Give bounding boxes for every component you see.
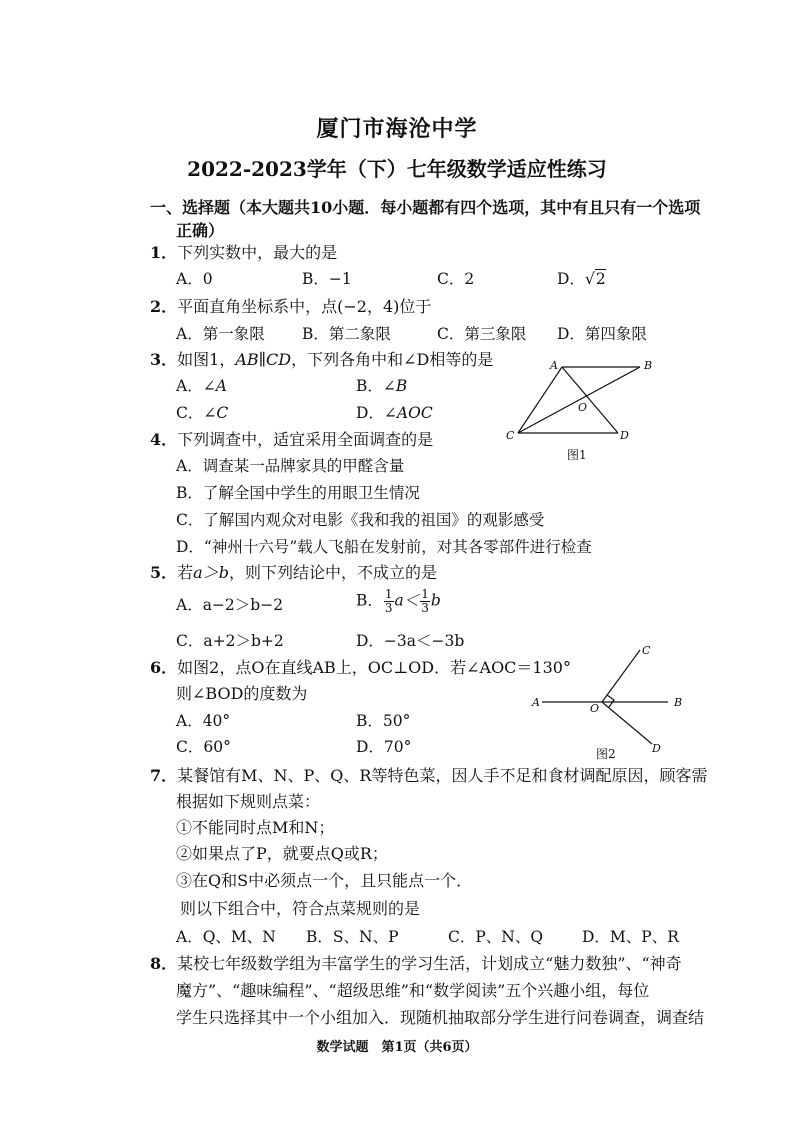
question-5: 5．若a＞b，则下列结论中，不成立的是 [150,563,437,582]
q5-option-b: B． $\frac{1}{3}$ a＜ $\frac{1}{3}$ b [356,587,441,615]
q5-option-c: C．a+2＞b+2 [176,632,284,650]
q7-option-a: A．Q、M、N [176,928,276,946]
question-stem: 如图2，点O在直线AB上，OC⊥OD．若∠AOC＝130° [177,658,571,677]
question-stem: 某餐馆有M、N、P、Q、R等特色菜，因人手不足和食材调配原因，顾客需 [177,766,708,785]
q4-option-c: C．了解国内观众对电影《我和我的祖国》的观影感受 [176,511,545,529]
q8-line: 学生只选择其中一个小组加入．现随机抽取部分学生进行问卷调查，调查结 [176,1008,705,1027]
label-a: A [532,696,540,709]
label-o: O [590,702,600,715]
q4-option-d: D．“神州十六号”载人飞船在发射前，对其各零部件进行检查 [176,538,592,556]
question-number: 7． [150,766,178,785]
q2-option-a: A．第一象限 [176,325,265,343]
question-8 [150,955,682,973]
label-o: O [578,401,588,414]
ray-od [602,702,652,744]
fraction-one-third: $\frac{1}{3}$ [384,587,393,615]
q1-option-b: B．−1 [302,270,352,288]
q6-option-c: C．60° [176,738,231,756]
q1-option-c: C．2 [437,270,475,288]
question-7 [150,767,707,785]
question-number: 1． [150,243,178,262]
stem-math: a＞b [193,563,229,582]
q2-option-b: B．第二象限 [302,325,391,343]
q6-option-d: D．70° [356,738,412,756]
question-number: 8． [150,954,178,973]
q8-line: 魔方”、“趣味编程”、“超级思维”和“数学阅读”五个兴趣小组，每位 [176,981,650,1000]
question-1 [150,244,337,262]
section-title-cont: 正确） [176,221,225,240]
figure-1 [500,355,665,465]
q7-option-d: D．M、P、R [582,928,679,946]
q3-option-a: A．∠A [176,377,227,395]
label-b: B [674,696,683,709]
q7-rule-1: ①不能同时点M和N； [176,818,335,837]
label-c: C [506,429,515,442]
q7-option-c: C．P、N、Q [448,928,544,946]
q7-option-b: B．S、N、P [306,928,399,946]
figure-2 [528,640,698,765]
label-c: C [642,644,651,657]
q5-option-d: D．−3a＜−3b [356,632,465,650]
q6-option-b: B．50° [356,712,411,730]
question-4 [150,431,433,449]
page-footer: 数学试题 第1页（共6页） [316,1040,478,1055]
label-b: B [644,359,653,372]
q7-rule-3: ③在Q和S中必须点一个，且只能点一个． [176,871,473,890]
figure-caption: 图1 [567,448,587,462]
q7-line: 则以下组合中，符合点菜规则的是 [180,899,421,918]
question-number: 2． [150,297,178,316]
question-6 [150,659,571,677]
q1-option-d [557,270,606,288]
exam-title: 2022-2023学年（下）七年级数学适应性练习 [187,157,607,181]
question-3 [150,351,493,369]
segment-cb [518,367,640,433]
label-d: D [652,742,661,755]
q1-option-a: A．0 [176,270,213,288]
q2-option-c: C．第三象限 [437,325,527,343]
segment-ac [518,367,562,433]
question-number: 3． [150,350,178,369]
ray-oc [602,650,640,702]
stem-part: ，下列各角中和∠D相等的是 [291,350,494,369]
q7-line: 根据如下规则点菜： [176,792,321,811]
stem-math: AB∥CD [235,350,292,369]
fraction-one-third: $\frac{1}{3}$ [421,587,429,615]
question-number: 6． [150,658,178,677]
stem-part: 如图1， [177,350,236,369]
q6-option-a: A．40° [176,712,231,730]
label-d: D [620,429,629,442]
question-2 [150,298,431,316]
question-stem: 下列调查中，适宜采用全面调查的是 [177,430,434,449]
school-name: 厦门市海沧中学 [316,116,478,142]
q2-option-d: D．第四象限 [557,325,647,343]
q3-option-d: D．∠AOC [356,404,433,422]
question-stem: 某校七年级数学组为丰富学生的学习生活，计划成立“魅力数独”、“神奇 [177,954,682,973]
question-6-cont: 则∠BOD的度数为 [176,684,308,703]
q4-option-a: A．调查某一品牌家具的甲醛含量 [176,457,405,475]
figure-caption: 图2 [596,747,616,761]
q3-option-b: B．∠B [356,377,408,395]
right-angle-mark [607,695,614,707]
q4-option-b: B．了解全国中学生的用眼卫生情况 [176,484,420,502]
q3-option-c: C．∠C [176,404,229,422]
segment-ad [562,367,618,433]
sqrt-sign: √ [584,270,595,288]
radicand: 2 [595,270,606,288]
question-number: 5． [150,563,178,582]
question-stem: 下列实数中，最大的是 [177,243,338,262]
label-a: A [550,359,558,372]
question-stem: 平面直角坐标系中，点(−2，4)位于 [177,297,432,316]
option-prefix: D． [557,270,585,288]
q7-rule-2: ②如果点了P，就要点Q或R； [176,844,388,863]
q5-option-a: A．a−2＞b−2 [176,596,284,614]
question-number: 4． [150,430,178,449]
section-title: 一、选择题（本大题共10小题．每小题都有四个选项，其中有且只有一个选项 [150,198,701,217]
